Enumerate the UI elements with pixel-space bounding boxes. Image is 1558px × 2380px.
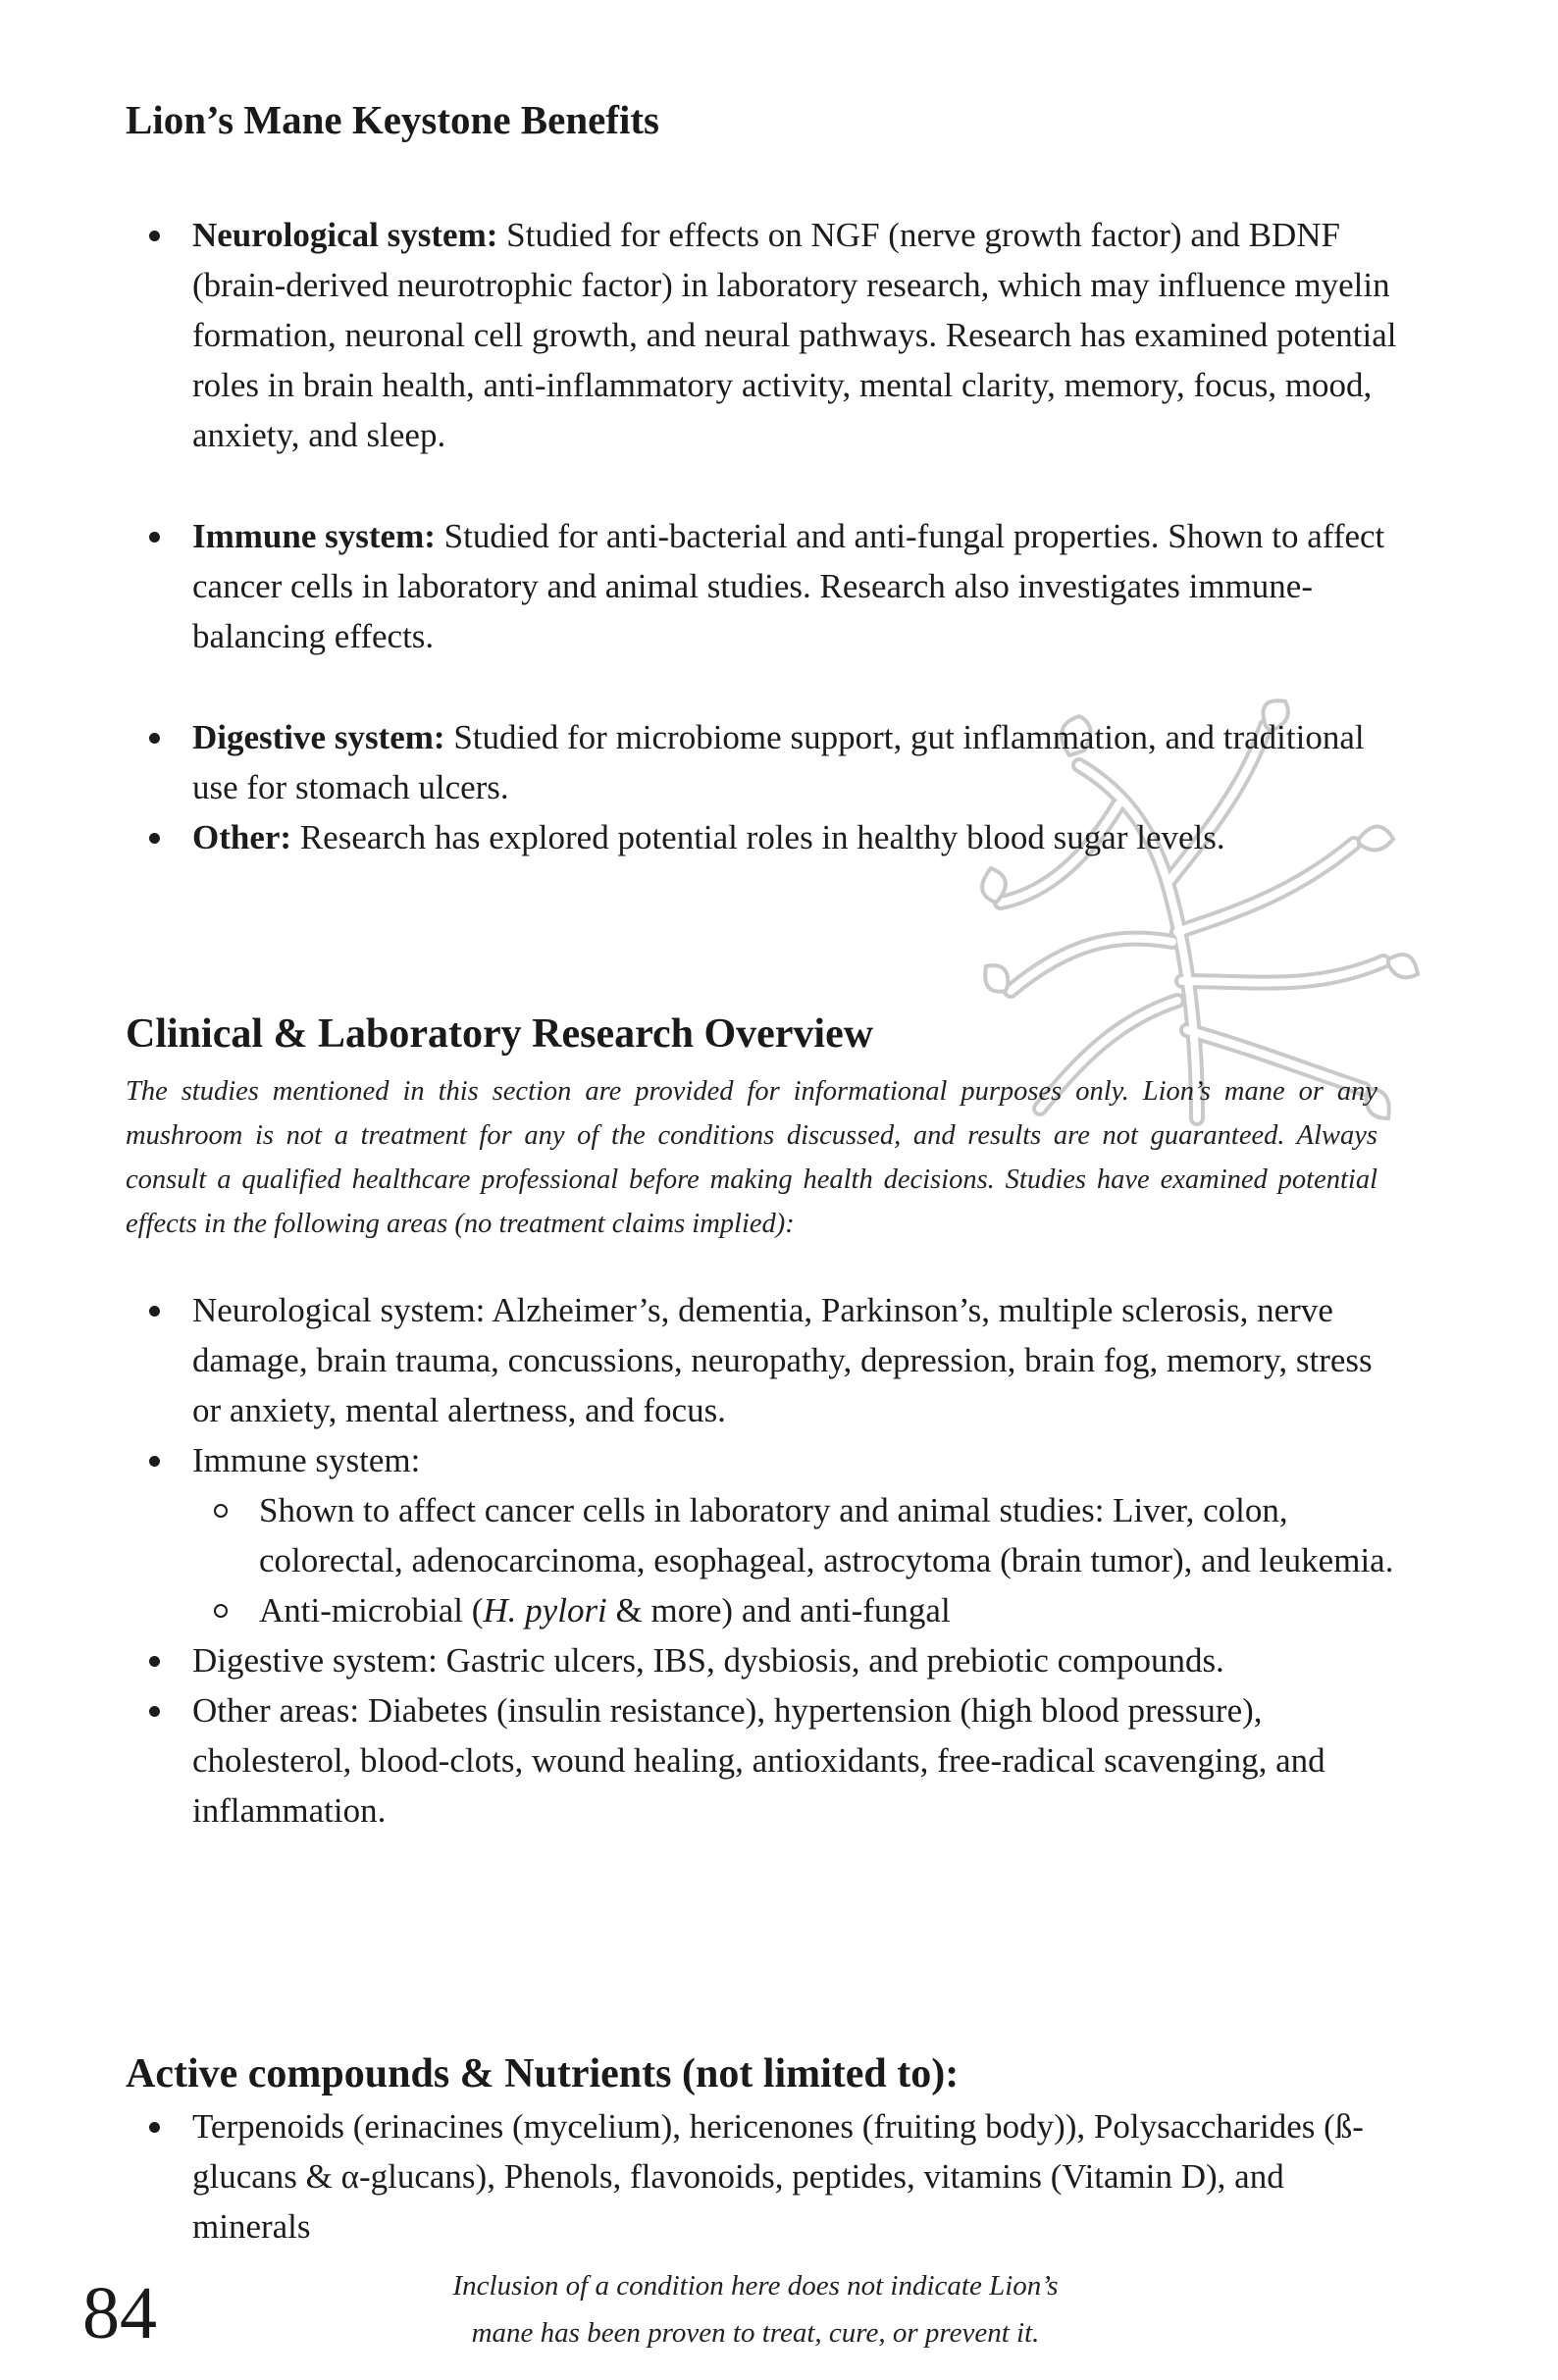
item-text: Neurological system: Alzheimer’s, dementia, Parkinson’s, multiple sclerosis, nerve damage, brain trauma, concussions, neuropathy, depression, brain fog, memory, stress or anxiety, mental alertness, and focus. xyxy=(192,1291,1373,1429)
footnote xyxy=(353,2262,1158,2356)
item-text-after: & more) and anti-fungal xyxy=(606,1591,951,1630)
clinical-heading: Clinical & Laboratory Research Overview xyxy=(126,1011,874,1057)
bullet-icon xyxy=(149,1706,160,1717)
item-label: Immune system: xyxy=(192,517,436,555)
bullet-icon xyxy=(149,231,160,241)
bullet-icon xyxy=(149,1456,160,1467)
sub-list-item xyxy=(192,1485,1401,1585)
active-compounds-heading: Active compounds & Nutrients (not limited to): xyxy=(126,2051,960,2096)
item-label: Digestive system: xyxy=(192,718,445,756)
item-text-italic: H. pylori xyxy=(483,1591,607,1630)
page-number: 84 xyxy=(82,2272,157,2354)
list-item xyxy=(126,1285,1401,1435)
item-label: Neurological system: xyxy=(192,216,498,254)
item-text: Studied for effects on NGF (nerve growth factor) and BDNF (brain-derived neurotrophic factor) in laboratory research, which may influence myelin formation, neuronal cell growth, and neural pathways. Research has examined potential roles in brain health, anti-inflammatory activity, mental clarity, memory, focus, mood, anxiety, and sleep. xyxy=(192,216,1397,454)
bullet-icon xyxy=(149,532,160,543)
list-item xyxy=(126,1635,1401,1685)
item-text: Other areas: Diabetes (insulin resistance), hypertension (high blood pressure), cholesterol, blood-clots, wound healing, antioxidants, free-radical scavenging, and inflammation. xyxy=(192,1691,1325,1830)
item-text: Immune system: xyxy=(192,1441,421,1479)
list-item xyxy=(126,210,1401,460)
list-item xyxy=(126,1435,1401,1635)
footnote-line-2: mane has been proven to treat, cure, or prevent it. xyxy=(471,2317,1040,2349)
bullet-icon xyxy=(149,1306,160,1317)
item-text: Studied for anti-bacterial and anti-fungal properties. Shown to affect cancer cells in laboratory and animal studies. Research also investigates immune-balancing effects. xyxy=(192,517,1385,655)
immune-sublist xyxy=(192,1485,1401,1635)
clinical-areas-list xyxy=(126,1285,1401,1836)
keystone-benefits-list xyxy=(126,210,1401,862)
active-compounds-list xyxy=(126,2101,1401,2251)
list-item xyxy=(126,812,1401,862)
item-text: Research has explored potential roles in healthy blood sugar levels. xyxy=(291,818,1225,856)
item-text: Studied for microbiome support, gut inflammation, and traditional use for stomach ulcers. xyxy=(192,718,1365,806)
keystone-heading: Lion’s Mane Keystone Benefits xyxy=(126,97,659,142)
list-item xyxy=(126,712,1401,812)
ring-bullet-icon xyxy=(214,1604,228,1618)
list-item xyxy=(126,1685,1401,1836)
bullet-icon xyxy=(149,2122,160,2133)
bullet-icon xyxy=(149,833,160,844)
item-text: Terpenoids (erinacines (mycelium), hericenones (fruiting body)), Polysaccharides (ß-glucans & α-glucans), Phenols, flavonoids, peptides, vitamins (Vitamin D), and minerals xyxy=(192,2107,1364,2246)
ring-bullet-icon xyxy=(214,1504,228,1518)
item-text: Digestive system: Gastric ulcers, IBS, dysbiosis, and prebiotic compounds. xyxy=(192,1641,1224,1680)
item-text: Shown to affect cancer cells in laboratory and animal studies: Liver, colon, colorectal, adenocarcinoma, esophageal, astrocytoma (brain tumor), and leukemia. xyxy=(259,1491,1394,1579)
bullet-icon xyxy=(149,733,160,744)
sub-list-item xyxy=(192,1585,1401,1635)
clinical-disclaimer: The studies mentioned in this section are provided for informational purposes only. Lion’s mane or any mushroom is not a treatment for any of the conditions discussed, and results are not guaranteed. Always consult a qualified healthcare professional before making health decisions. Studies have examined potential effects in the following areas (no treatment claims implied): xyxy=(126,1076,1377,1239)
list-item xyxy=(126,2101,1401,2251)
list-item xyxy=(126,511,1401,661)
footnote-line-1: Inclusion of a condition here does not indicate Lion’s xyxy=(452,2270,1059,2302)
item-text-before: Anti-microbial ( xyxy=(259,1591,484,1630)
bullet-icon xyxy=(149,1656,160,1667)
item-label: Other: xyxy=(192,818,292,856)
